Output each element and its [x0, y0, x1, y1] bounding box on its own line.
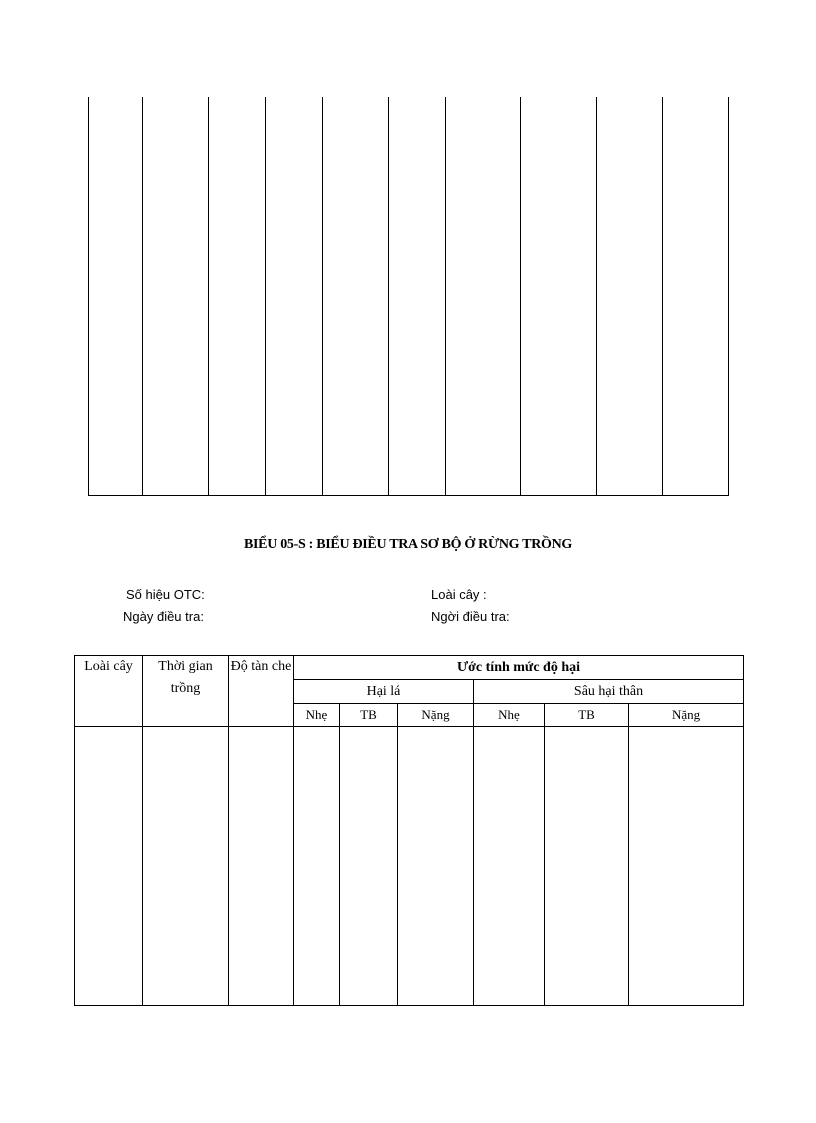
- form-title: BIỂU 05-S : BIỂU ĐIỀU TRA SƠ BỘ Ở RỪNG TRỒNG: [243, 537, 573, 552]
- cell-hai-la-nhe[interactable]: [294, 727, 340, 1006]
- table-rule: [322, 97, 323, 495]
- table-rule: [208, 97, 209, 495]
- header-hai-la-nang: Nặng: [398, 704, 474, 727]
- so-hieu-otc-label: Số hiệu OTC:: [126, 587, 205, 602]
- table-rule: [88, 97, 89, 495]
- nguoi-dieu-tra-label: Ngời điều tra:: [431, 609, 510, 624]
- header-sau-hai-than-tb: TB: [545, 704, 629, 727]
- cell-hai-la-tb[interactable]: [340, 727, 398, 1006]
- top-table-continuation: [88, 97, 729, 496]
- table-rule: [388, 97, 389, 495]
- header-sau-hai-than: Sâu hại thân: [474, 680, 744, 704]
- header-sau-hai-than-nang: Nặng: [629, 704, 744, 727]
- cell-do-tan-che[interactable]: [229, 727, 294, 1006]
- table-rule: [596, 97, 597, 495]
- table-rule: [728, 97, 729, 495]
- table-rule: [142, 97, 143, 495]
- header-sau-hai-than-nhe: Nhẹ: [474, 704, 545, 727]
- cell-sau-hai-than-nhe[interactable]: [474, 727, 545, 1006]
- table-rule: [662, 97, 663, 495]
- header-do-tan-che: Độ tàn che: [229, 656, 294, 727]
- table-rule: [520, 97, 521, 495]
- cell-loai-cay[interactable]: [75, 727, 143, 1006]
- cell-thoi-gian-trong[interactable]: [143, 727, 229, 1006]
- survey-table: [74, 655, 744, 1006]
- ngay-dieu-tra-label: Ngày điều tra:: [123, 609, 204, 624]
- header-uoc-tinh-muc-do-hai: Ước tính mức độ hại: [294, 656, 744, 680]
- header-hai-la-nhe: Nhẹ: [294, 704, 340, 727]
- header-thoi-gian-trong: Thời gian trồng: [143, 656, 229, 727]
- header-loai-cay: Loài cây: [75, 656, 143, 727]
- loai-cay-label: Loài cây :: [431, 587, 487, 602]
- cell-sau-hai-than-tb[interactable]: [545, 727, 629, 1006]
- table-rule: [265, 97, 266, 495]
- cell-sau-hai-than-nang[interactable]: [629, 727, 744, 1006]
- header-hai-la-tb: TB: [340, 704, 398, 727]
- header-hai-la: Hại lá: [294, 680, 474, 704]
- table-rule: [445, 97, 446, 495]
- cell-hai-la-nang[interactable]: [398, 727, 474, 1006]
